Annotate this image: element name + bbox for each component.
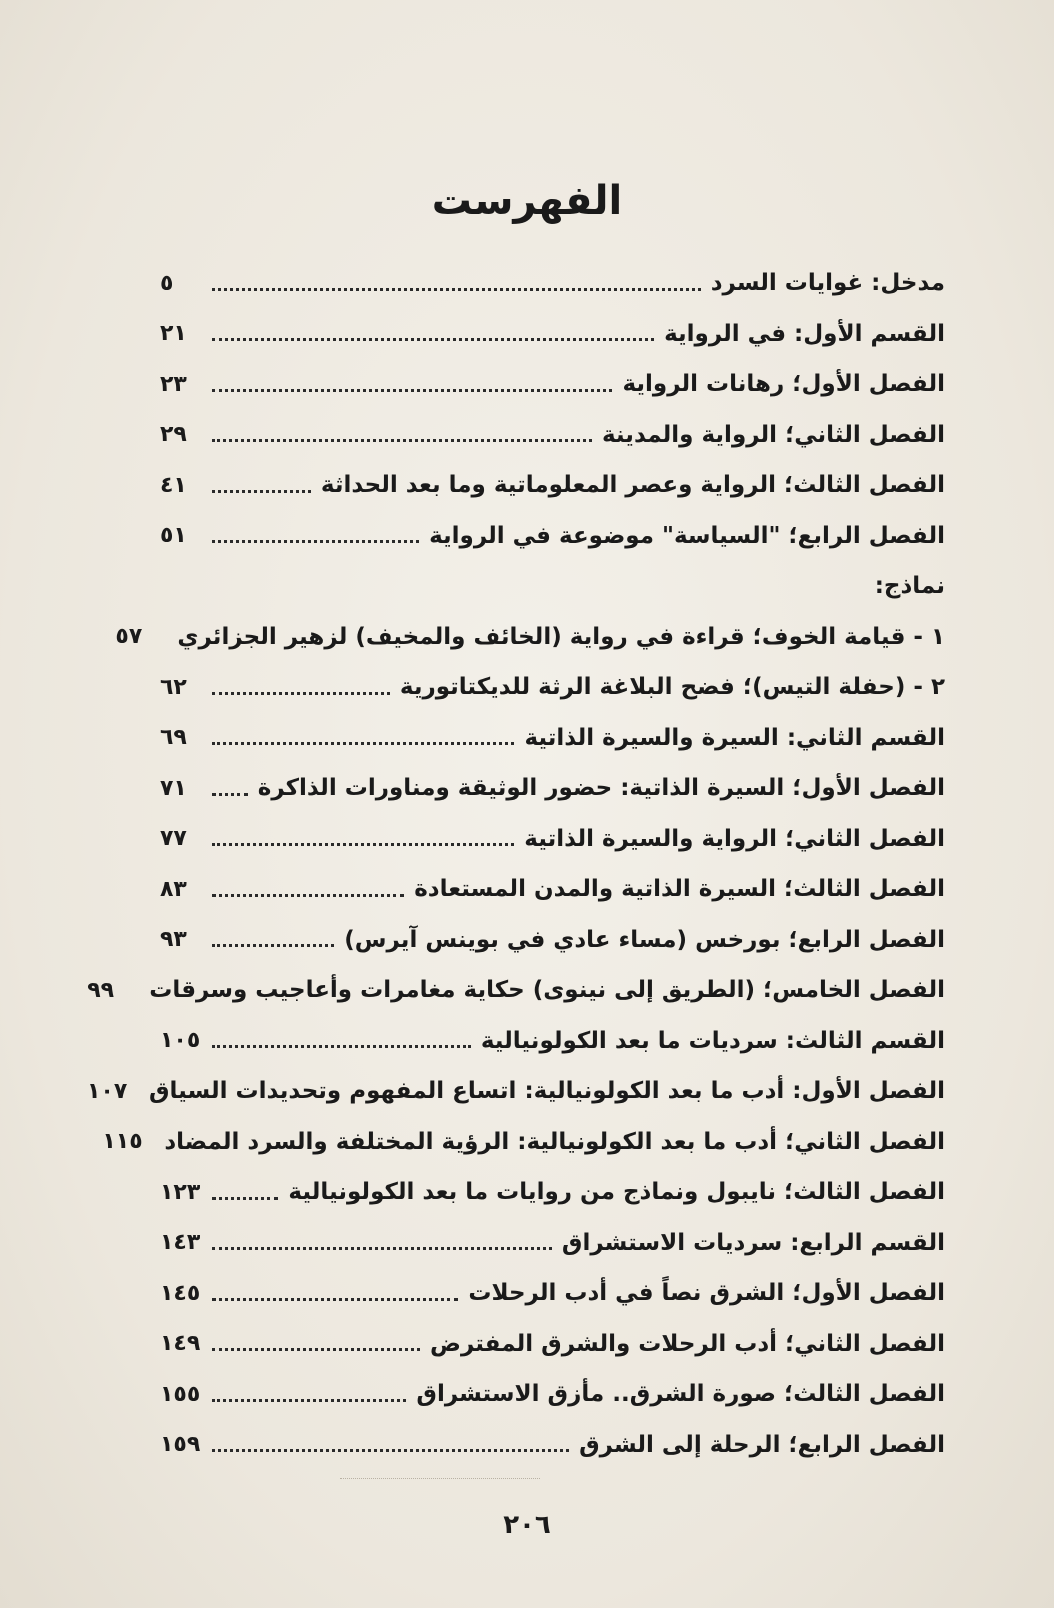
table-of-contents (86, 258, 945, 1470)
toc-entry (160, 915, 945, 966)
toc-entry-title: الفصل الثالث؛ السيرة الذاتية والمدن المستعادة (414, 876, 945, 903)
toc-entry-title: الفصل الثاني؛ أدب الرحلات والشرق المفترض (430, 1330, 945, 1357)
toc-entry-title: ١ - قيامة الخوف؛ قراءة في رواية (الخائف والمخيف) لزهير الجزائري (177, 623, 945, 650)
toc-entry-title: الفصل الأول؛ رهانات الرواية (622, 371, 945, 398)
toc-entry (160, 511, 945, 562)
toc-entry (160, 662, 945, 713)
toc-entry (160, 460, 945, 511)
page-number: ٢٠٦ (503, 1510, 551, 1540)
toc-entry-page: ١٥٩ (160, 1432, 201, 1458)
dot-leader (212, 692, 390, 695)
toc-entry-title: القسم الأول: في الرواية (664, 320, 945, 347)
toc-entry-page: ١٤٣ (160, 1230, 201, 1256)
dot-leader (212, 490, 311, 493)
toc-entry (160, 713, 945, 764)
toc-entry-page: ١٥٥ (160, 1381, 201, 1407)
toc-entry (160, 1016, 945, 1067)
toc-entry (160, 561, 945, 612)
dot-leader (212, 742, 514, 745)
toc-entry (160, 258, 945, 309)
toc-entry (160, 1369, 945, 1420)
dot-leader (212, 1348, 420, 1351)
toc-entry-title: الفصل الثاني؛ الرواية والسيرة الذاتية (524, 825, 945, 852)
dot-leader (212, 1449, 569, 1452)
toc-entry-page: ٩٩ (87, 977, 115, 1003)
dot-leader (212, 944, 334, 947)
dot-leader (212, 843, 514, 846)
dot-leader (212, 894, 404, 897)
toc-entry-page: ٥ (160, 270, 174, 296)
toc-entry (86, 1066, 945, 1117)
dot-leader (212, 793, 248, 796)
toc-entry-title: الفصل الخامس؛ (الطريق إلى نينوى) حكاية مغامرات وأعاجيب وسرقات (149, 977, 945, 1004)
toc-entry (87, 965, 945, 1016)
toc-entry-page: ٦٢ (160, 674, 187, 700)
divider (340, 1478, 540, 1479)
toc-entry-page: ٢٩ (160, 422, 187, 448)
toc-entry (160, 1319, 945, 1370)
toc-entry-page: ٤١ (160, 472, 187, 498)
toc-entry-page: ٥١ (160, 523, 187, 549)
toc-entry-title: القسم الثالث: سرديات ما بعد الكولونيالية (480, 1027, 945, 1054)
dot-leader (212, 338, 654, 341)
toc-entry-page: ٨٣ (160, 876, 187, 902)
dot-leader (212, 288, 701, 291)
toc-entry-page: ١١٥ (102, 1129, 143, 1155)
toc-entry-page: ١٤٥ (160, 1280, 201, 1306)
toc-entry-title: الفصل الثالث؛ نايبول ونماذج من روايات ما بعد الكولونيالية (288, 1179, 945, 1206)
toc-entry (160, 1420, 945, 1471)
toc-entry-title: الفصل الثاني؛ الرواية والمدينة (601, 421, 945, 448)
toc-entry-title: الفصل الأول؛ الشرق نصاً في أدب الرحلات (468, 1280, 945, 1307)
dot-leader (212, 1197, 278, 1200)
toc-entry-title: الفصل الثالث؛ صورة الشرق.. مأزق الاستشراق (416, 1381, 945, 1408)
toc-entry-page: ١٤٩ (160, 1331, 201, 1357)
dot-leader (212, 1298, 458, 1301)
toc-entry-page: ١٠٧ (86, 1078, 128, 1104)
toc-entry (160, 814, 945, 865)
toc-entry-title: الفصل الثاني؛ أدب ما بعد الكولونيالية: الرؤية المختلفة والسرد المضاد (164, 1128, 945, 1155)
toc-entry-title: الفصل الرابع؛ بورخس (مساء عادي في بوينس آيرس) (344, 926, 945, 953)
toc-entry (160, 1218, 945, 1269)
toc-entry (102, 1117, 945, 1168)
toc-entry-page: ١٠٥ (160, 1028, 201, 1054)
toc-entry (160, 410, 945, 461)
toc-entry (160, 864, 945, 915)
toc-entry-page: ٧٧ (160, 826, 187, 852)
toc-entry-title: الفصل الأول؛ السيرة الذاتية: حضور الوثيقة ومناورات الذاكرة (257, 775, 945, 802)
toc-entry-page: ٢٣ (160, 371, 187, 397)
toc-entry-page: ٩٣ (160, 927, 187, 953)
toc-entry-title: القسم الثاني: السيرة والسيرة الذاتية (524, 724, 945, 751)
dot-leader (212, 1247, 552, 1250)
page-title: الفهرست (431, 178, 623, 224)
toc-entry-title: ٢ - (حفلة التيس)؛ فضح البلاغة الرثة للديكتاتورية (399, 674, 945, 701)
toc-entry-page: ١٢٣ (160, 1179, 201, 1205)
dot-leader (212, 1399, 406, 1402)
dot-leader (212, 389, 612, 392)
toc-entry-title: نماذج: (874, 573, 945, 600)
toc-entry (160, 763, 945, 814)
toc-entry-title: الفصل الرابع؛ "السياسة" موضوعة في الرواية (429, 522, 945, 549)
toc-entry-page: ٧١ (160, 775, 187, 801)
toc-entry (115, 612, 945, 663)
toc-entry-title: الفصل الثالث؛ الرواية وعصر المعلوماتية وما بعد الحداثة (320, 472, 945, 499)
toc-entry-title: القسم الرابع: سرديات الاستشراق (561, 1229, 945, 1256)
toc-entry-title: مدخل: غوايات السرد (710, 270, 945, 297)
toc-entry-page: ٢١ (160, 321, 187, 347)
toc-entry (160, 359, 945, 410)
toc-entry-title: الفصل الرابع؛ الرحلة إلى الشرق (579, 1431, 945, 1458)
toc-entry-page: ٥٧ (115, 624, 143, 650)
toc-entry-page: ٦٩ (160, 725, 187, 751)
dot-leader (212, 540, 419, 543)
toc-entry (160, 309, 945, 360)
toc-entry (160, 1167, 945, 1218)
toc-entry-title: الفصل الأول: أدب ما بعد الكولونيالية: اتساع المفهوم وتحديدات السياق (148, 1078, 945, 1105)
dot-leader (212, 1045, 471, 1048)
toc-entry (160, 1268, 945, 1319)
dot-leader (212, 439, 592, 442)
